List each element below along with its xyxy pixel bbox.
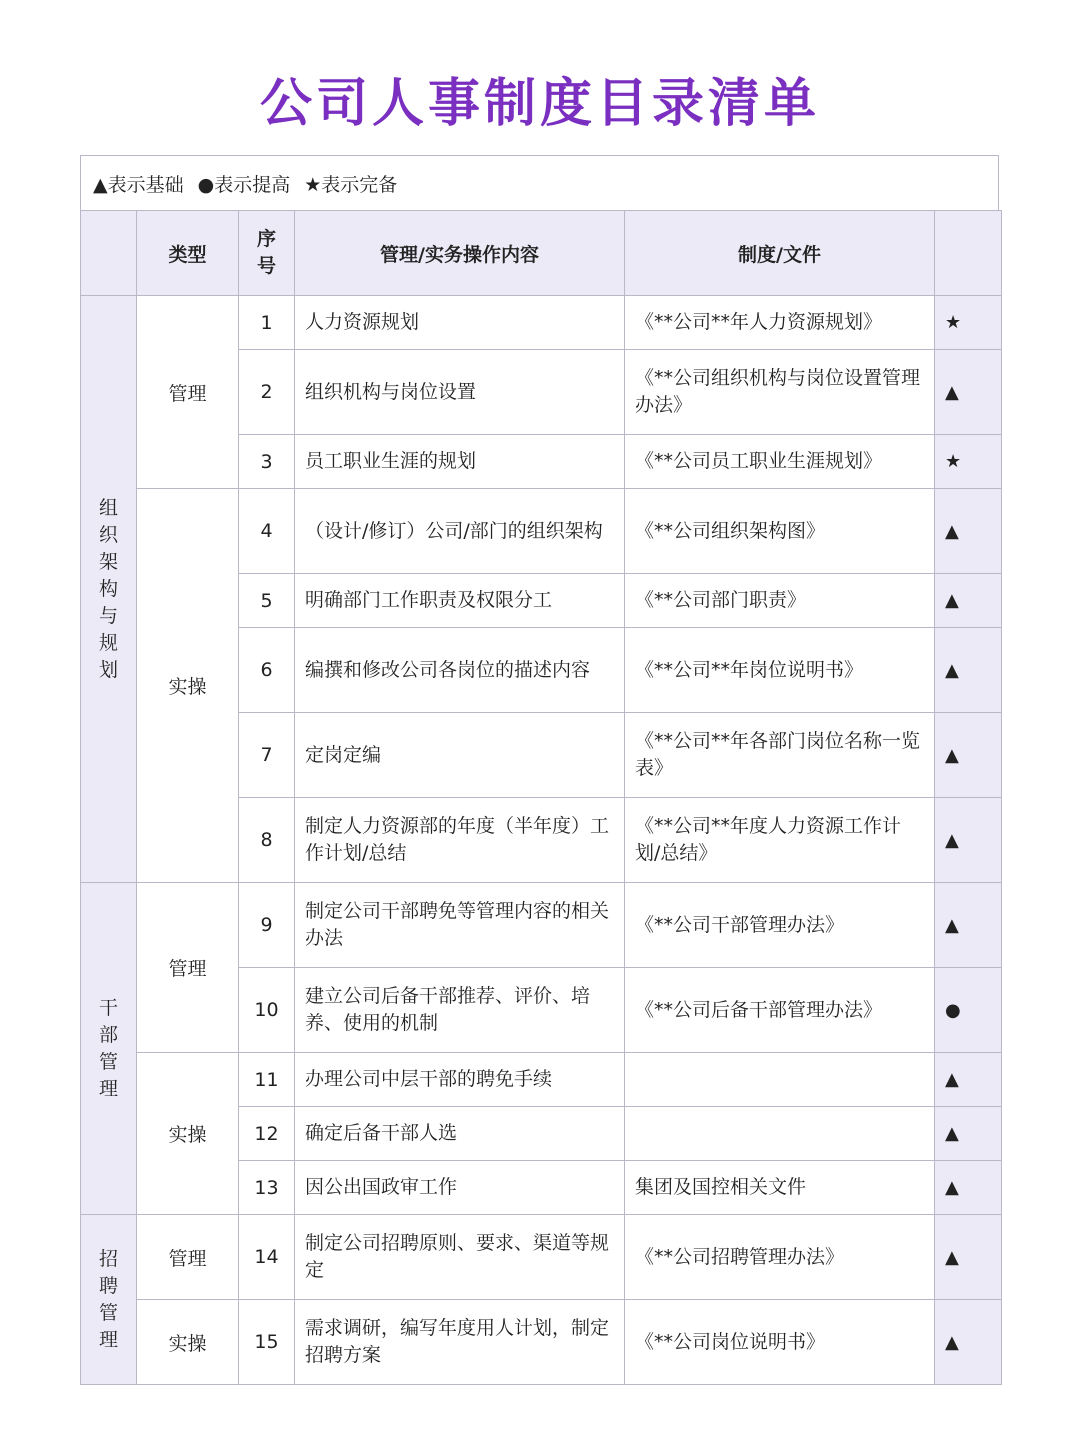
table-row bbox=[81, 1300, 1002, 1385]
header-seq: 序号 bbox=[239, 211, 295, 296]
mark-cell: ▲ bbox=[935, 883, 1002, 968]
doc-cell: 《**公司**年度人力资源工作计划/总结》 bbox=[625, 798, 935, 883]
table-row bbox=[81, 1053, 1002, 1107]
content-cell: 人力资源规划 bbox=[295, 296, 625, 350]
seq-cell: 11 bbox=[239, 1053, 295, 1107]
content-cell: 建立公司后备干部推荐、评价、培养、使用的机制 bbox=[295, 968, 625, 1053]
content-cell: 制定公司招聘原则、要求、渠道等规定 bbox=[295, 1215, 625, 1300]
content-cell: 制定人力资源部的年度（半年度）工作计划/总结 bbox=[295, 798, 625, 883]
type-cell: 管理 bbox=[137, 1215, 239, 1300]
table-row bbox=[81, 883, 1002, 968]
seq-cell: 15 bbox=[239, 1300, 295, 1385]
content-cell: 编撰和修改公司各岗位的描述内容 bbox=[295, 628, 625, 713]
seq-cell: 10 bbox=[239, 968, 295, 1053]
doc-cell: 《**公司**年人力资源规划》 bbox=[625, 296, 935, 350]
content-cell: 需求调研，编写年度用人计划，制定招聘方案 bbox=[295, 1300, 625, 1385]
seq-cell: 6 bbox=[239, 628, 295, 713]
doc-cell: 《**公司后备干部管理办法》 bbox=[625, 968, 935, 1053]
doc-cell: 《**公司招聘管理办法》 bbox=[625, 1215, 935, 1300]
doc-cell: 《**公司岗位说明书》 bbox=[625, 1300, 935, 1385]
header-type: 类型 bbox=[137, 211, 239, 296]
legend-basic: ▲表示基础 bbox=[93, 173, 184, 196]
mark-cell: ▲ bbox=[935, 1300, 1002, 1385]
seq-cell: 14 bbox=[239, 1215, 295, 1300]
mark-cell: ▲ bbox=[935, 574, 1002, 628]
seq-cell: 8 bbox=[239, 798, 295, 883]
mark-cell: ▲ bbox=[935, 1053, 1002, 1107]
content-cell: 办理公司中层干部的聘免手续 bbox=[295, 1053, 625, 1107]
seq-cell: 13 bbox=[239, 1161, 295, 1215]
type-cell: 实操 bbox=[137, 1053, 239, 1215]
category-label: 干部管理 bbox=[98, 996, 118, 1100]
content-cell: 因公出国政审工作 bbox=[295, 1161, 625, 1215]
category-cell bbox=[81, 296, 137, 883]
content-cell: 制定公司干部聘免等管理内容的相关办法 bbox=[295, 883, 625, 968]
content-cell: 确定后备干部人选 bbox=[295, 1107, 625, 1161]
doc-cell: 集团及国控相关文件 bbox=[625, 1161, 935, 1215]
seq-cell: 9 bbox=[239, 883, 295, 968]
legend bbox=[80, 155, 999, 210]
mark-cell: ▲ bbox=[935, 350, 1002, 435]
doc-cell: 《**公司**年各部门岗位名称一览表》 bbox=[625, 713, 935, 798]
content-cell: 定岗定编 bbox=[295, 713, 625, 798]
doc-cell: 《**公司**年岗位说明书》 bbox=[625, 628, 935, 713]
legend-improved: ●表示提高 bbox=[197, 173, 291, 196]
content-cell: （设计/修订）公司/部门的组织架构 bbox=[295, 489, 625, 574]
doc-cell bbox=[625, 1053, 935, 1107]
seq-cell: 3 bbox=[239, 435, 295, 489]
doc-cell: 《**公司员工职业生涯规划》 bbox=[625, 435, 935, 489]
seq-cell: 5 bbox=[239, 574, 295, 628]
header-category bbox=[81, 211, 137, 296]
table-row bbox=[81, 296, 1002, 350]
seq-cell: 12 bbox=[239, 1107, 295, 1161]
category-cell bbox=[81, 883, 137, 1215]
table-row bbox=[81, 1215, 1002, 1300]
seq-cell: 2 bbox=[239, 350, 295, 435]
directory-table bbox=[80, 210, 1002, 1385]
type-cell: 管理 bbox=[137, 883, 239, 1053]
header-mark bbox=[935, 211, 1002, 296]
mark-cell: ● bbox=[935, 968, 1002, 1053]
seq-cell: 7 bbox=[239, 713, 295, 798]
category-label: 组织架构与规划 bbox=[98, 496, 118, 681]
category-cell bbox=[81, 1215, 137, 1385]
doc-cell: 《**公司组织架构图》 bbox=[625, 489, 935, 574]
seq-cell: 4 bbox=[239, 489, 295, 574]
doc-cell bbox=[625, 1107, 935, 1161]
header-content: 管理/实务操作内容 bbox=[295, 211, 625, 296]
mark-cell: ▲ bbox=[935, 798, 1002, 883]
table-row bbox=[81, 489, 1002, 574]
page-title: 公司人事制度目录清单 bbox=[259, 74, 820, 134]
seq-cell: 1 bbox=[239, 296, 295, 350]
header-row bbox=[81, 211, 1002, 296]
content-cell: 组织机构与岗位设置 bbox=[295, 350, 625, 435]
mark-cell: ★ bbox=[935, 435, 1002, 489]
content-cell: 员工职业生涯的规划 bbox=[295, 435, 625, 489]
mark-cell: ▲ bbox=[935, 628, 1002, 713]
mark-cell: ▲ bbox=[935, 489, 1002, 574]
mark-cell: ▲ bbox=[935, 713, 1002, 798]
mark-cell: ▲ bbox=[935, 1107, 1002, 1161]
type-cell: 实操 bbox=[137, 1300, 239, 1385]
category-label: 招聘管理 bbox=[98, 1247, 118, 1351]
type-cell: 实操 bbox=[137, 489, 239, 883]
doc-cell: 《**公司部门职责》 bbox=[625, 574, 935, 628]
mark-cell: ▲ bbox=[935, 1161, 1002, 1215]
mark-cell: ▲ bbox=[935, 1215, 1002, 1300]
content-cell: 明确部门工作职责及权限分工 bbox=[295, 574, 625, 628]
type-cell: 管理 bbox=[137, 296, 239, 489]
doc-cell: 《**公司组织机构与岗位设置管理办法》 bbox=[625, 350, 935, 435]
doc-cell: 《**公司干部管理办法》 bbox=[625, 883, 935, 968]
header-document: 制度/文件 bbox=[625, 211, 935, 296]
legend-complete: ★表示完备 bbox=[304, 173, 398, 196]
mark-cell: ★ bbox=[935, 296, 1002, 350]
